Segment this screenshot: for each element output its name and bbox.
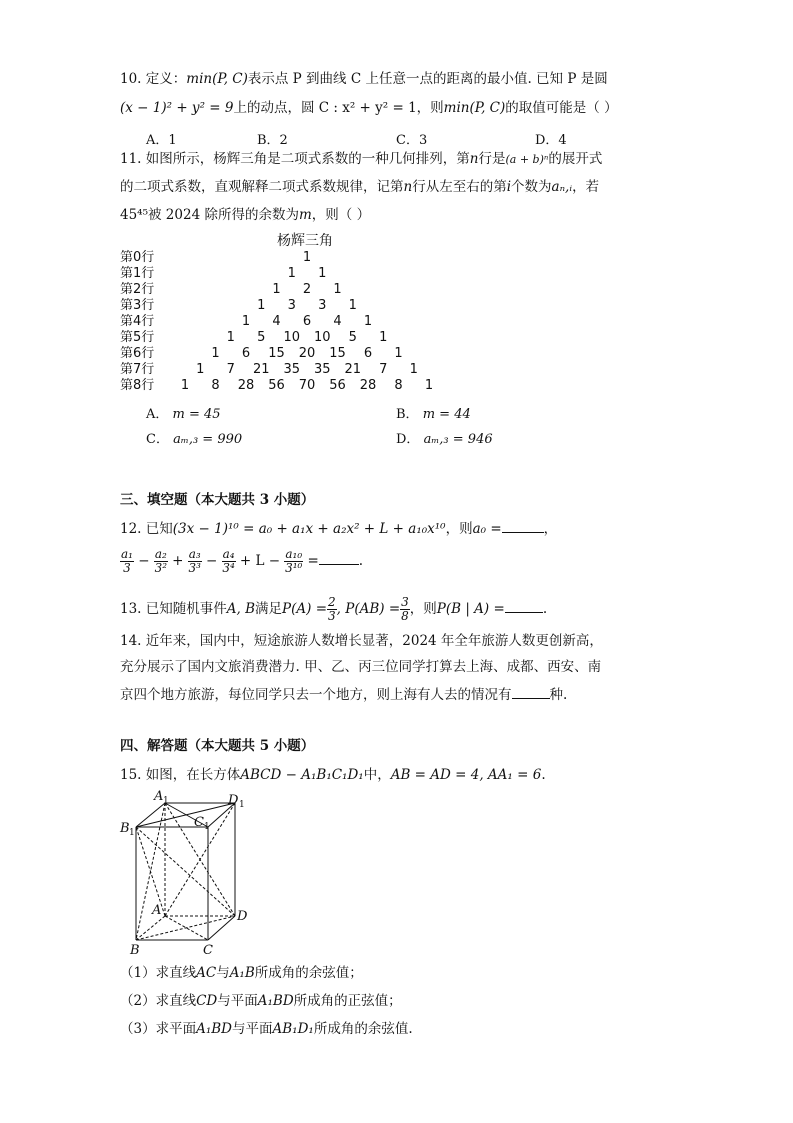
triangle-row-label: 第0行	[120, 250, 155, 265]
q12-frac-1: $\frac{\text{a₁}}{3}$	[121, 547, 133, 575]
label-c1: C	[194, 815, 204, 830]
q11-option-a: A． m = 45	[146, 407, 221, 422]
edge-ab	[136, 916, 165, 940]
triangle-entry: 1	[394, 346, 403, 361]
triangle-entry: 1	[302, 250, 312, 265]
triangle-entry: 4	[333, 314, 342, 329]
label-a1: A	[154, 790, 164, 804]
q14-line1: 14. 近年来，国内中，短途旅游人数增长显著，2024 年全年旅游人数更创新高，	[120, 633, 603, 649]
triangle-title: 杨辉三角	[277, 233, 333, 249]
label-d: D	[237, 909, 248, 924]
q11-option-b: B． m = 44	[396, 407, 471, 422]
q15-stem: 15. 如图，在长方体	[120, 767, 241, 783]
q10-line2	[120, 99, 618, 117]
q12-frac-3: $\frac{\text{a₃}}{\text{3³}}$	[188, 547, 201, 575]
triangle-entry: 56	[268, 378, 285, 393]
q10-stem: 10. 定义：	[120, 71, 187, 87]
q12-stem-b: ，则	[445, 521, 473, 537]
q11-stem-3c: ，则（ ）	[311, 207, 371, 223]
q11-line3	[120, 206, 370, 224]
q11-option-d: D． aₘ,₃ = 946	[396, 432, 493, 447]
q13-blank[interactable]	[505, 598, 543, 613]
triangle-entry: 7	[226, 362, 235, 377]
q12-frac-4: $\frac{\text{a₄}}{\text{3⁴}}$	[222, 547, 235, 575]
cuboid-figure	[118, 790, 258, 962]
triangle-entry: 1	[196, 362, 205, 377]
q12-frac-5: $\frac{\text{a₁₀}}{\text{3¹⁰}}$	[285, 547, 303, 575]
q10-min-notation-2: min(P, C)	[443, 100, 506, 116]
triangle-row-label: 第1行	[120, 266, 155, 281]
triangle-row-label: 第7行	[120, 362, 155, 377]
triangle-entry: 1	[211, 346, 220, 361]
label-d1: D	[228, 793, 239, 808]
q12-line1	[120, 518, 557, 538]
section-4-heading: 四、解答题（本大题共 5 小题）	[120, 738, 315, 754]
q10-option-a: A．1	[146, 133, 177, 148]
triangle-entry: 1	[379, 330, 388, 345]
section-3-heading: 三、填空题（本大题共 3 小题）	[120, 492, 315, 508]
q11-option-c: C． aₘ,₃ = 990	[146, 432, 243, 447]
triangle-entry: 1	[409, 362, 418, 377]
triangle-entry: 2	[302, 282, 312, 297]
label-b: B	[130, 943, 140, 958]
q10-line1	[120, 70, 608, 88]
label-b1: B	[120, 821, 130, 836]
q13-pab: , P(AB) =	[336, 601, 401, 617]
q11-a-ni: aₙ,ᵢ	[551, 179, 573, 195]
q10-stem-cont: 表示点 P 到曲线 C 上任意一点的距离的最小值. 已知 P 是圆	[247, 71, 608, 87]
q13-frac-2: $\frac{3}{8}$	[401, 595, 409, 623]
q11-n-2: n	[403, 179, 413, 195]
triangle-entry: 1	[348, 298, 357, 313]
triangle-entry: 10	[283, 330, 301, 345]
q11-m: m	[298, 207, 312, 223]
q14-line3: 京四个地方旅游，每位同学只去一个地方，则上海有人去的情况有 种.	[120, 684, 567, 704]
triangle-row-label: 第4行	[120, 314, 155, 329]
q14-line2: 充分展示了国内文旅消费潜力. 甲、乙、丙三位同学打算去上海、成都、西安、南	[120, 659, 602, 675]
q11-line1	[120, 150, 602, 169]
triangle-entry: 21	[344, 362, 362, 377]
triangle-entry: 10	[313, 330, 331, 345]
triangle-entry: 6	[302, 314, 312, 329]
q11-i: i	[506, 179, 512, 195]
q15-part-2: （2）求直线CD与平面A₁BD所成角的正弦值；	[120, 993, 402, 1009]
q11-line2	[120, 178, 599, 196]
q11-stem-3b: 被 2024 除所得的余数为	[148, 207, 299, 223]
q11-stem-c: 的展开式	[548, 151, 603, 167]
triangle-row-label: 第6行	[120, 346, 155, 361]
q13-pba: P(B | A) =	[436, 601, 505, 617]
q11-n: n	[469, 151, 479, 167]
q14-blank[interactable]	[512, 684, 550, 699]
triangle-entry: 35	[313, 362, 331, 377]
triangle-entry: 15	[268, 346, 285, 361]
triangle-entry: 4	[272, 314, 281, 329]
q11-stem-2d: ，若	[572, 179, 600, 195]
triangle-entry: 28	[359, 378, 377, 393]
triangle-entry: 6	[241, 346, 251, 361]
svg-text:1: 1	[204, 822, 210, 832]
triangle-entry: 1	[257, 298, 266, 313]
q13-ab: A, B	[226, 601, 256, 617]
triangle-entry: 5	[257, 330, 266, 345]
q10-option-c: C．3	[396, 133, 428, 148]
triangle-entry: 6	[363, 346, 373, 361]
q15-part-3: （3）求平面A₁BD与平面AB₁D₁所成角的余弦值.	[120, 1021, 413, 1037]
triangle-entry: 3	[287, 298, 296, 313]
q12-equation: (3x − 1)¹⁰ = a₀ + a₁x + a₂x² + L + a₁₀x¹⁰	[172, 521, 446, 537]
triangle-entry: 5	[348, 330, 357, 345]
triangle-entry: 1	[333, 282, 342, 297]
q11-stem: 11. 如图所示，杨辉三角是二项式系数的一种几何排列，第	[120, 151, 470, 167]
q13-pa: P(A) =	[282, 601, 328, 617]
svg-text:1: 1	[163, 796, 169, 806]
triangle-entry: 1	[424, 378, 434, 393]
svg-text:1: 1	[129, 828, 135, 838]
q11-stem-2a: 的二项式系数，直观解释二项式系数规律，记第	[120, 179, 404, 195]
label-c: C	[203, 943, 213, 958]
triangle-entry: 7	[379, 362, 388, 377]
q11-stem-2b: 行从左至右的第	[412, 179, 507, 195]
triangle-row-label: 第5行	[120, 330, 155, 345]
triangle-entry: 1	[226, 330, 235, 345]
triangle-entry: 15	[329, 346, 346, 361]
q10-option-d: D．4	[535, 133, 567, 148]
triangle-entry: 56	[329, 378, 346, 393]
triangle-entry: 1	[287, 266, 296, 281]
triangle-entry: 1	[241, 314, 251, 329]
q12-comma: ，	[543, 521, 558, 537]
triangle-entry: 1	[363, 314, 373, 329]
q13-stem-c: ，则	[409, 601, 437, 617]
triangle-entry: 35	[283, 362, 301, 377]
q15-stem-b: 中，	[363, 767, 391, 783]
q12-blank-2[interactable]	[319, 550, 359, 565]
triangle-row-label: 第3行	[120, 298, 155, 313]
triangle-entry: 1	[318, 266, 327, 281]
triangle-row-label: 第2行	[120, 282, 155, 297]
triangle-entry: 1	[180, 378, 190, 393]
q12-blank-1[interactable]	[502, 518, 544, 533]
q13-line1: 13. 已知随机事件A, B满足P(A) = $\frac{2}{3}$ , P(AB) = $\frac{3}{8}$ ，则P(B | A) = .	[120, 595, 548, 623]
q15-line1: 15. 如图，在长方体ABCD − A₁B₁C₁D₁中，AB = AD = 4, AA₁ = 6.	[120, 767, 546, 783]
diag-bd	[136, 916, 235, 940]
q13-stem-b: 满足	[255, 601, 283, 617]
triangle-entry: 20	[298, 346, 316, 361]
triangle-entry: 8	[394, 378, 403, 393]
q10-question: 的取值可能是（ ）	[505, 100, 618, 116]
q15-box: ABCD − A₁B₁C₁D₁	[240, 767, 364, 783]
q10-min-notation: min(P, C)	[186, 71, 248, 87]
triangle-entry: 70	[298, 378, 316, 393]
q11-binomial: (a + b)ⁿ	[505, 153, 549, 166]
triangle-entry: 8	[211, 378, 220, 393]
q11-stem-b: 行是	[478, 151, 506, 167]
q15-part-1: （1）求直线AC与A₁B所成角的余弦值；	[120, 965, 363, 981]
q13-frac-1: $\frac{2}{3}$	[328, 595, 336, 623]
q11-stem-2c: 个数为	[511, 179, 552, 195]
q15-dims: AB = AD = 4, AA₁ = 6	[390, 767, 542, 783]
triangle-entry: 21	[252, 362, 270, 377]
q11-power: 45⁴⁵	[120, 207, 149, 223]
q13-stem: 13. 已知随机事件	[120, 601, 227, 617]
q10-option-b: B．2	[257, 133, 288, 148]
triangle-entry: 3	[318, 298, 327, 313]
svg-text:1: 1	[239, 800, 245, 810]
q12-stem: 12. 已知	[120, 521, 173, 537]
q12-a0: a₀ =	[472, 521, 502, 537]
triangle-entry: 28	[237, 378, 255, 393]
label-a: A	[152, 903, 162, 918]
q12-line2: $\frac{\text{a₁}}{3}$ − $\frac{\text{a₂}}{\text{3²}}$ + $\frac{\text{a₃}}{\text{3³}}$ − $\frac{\text{a₄}}{\text{3⁴}}$ + L − $\frac{\text{a₁₀}}{\text{3¹⁰}}$ = .	[121, 547, 364, 575]
triangle-entry: 1	[272, 282, 281, 297]
q10-circle-eq: (x − 1)² + y² = 9	[120, 100, 234, 116]
q12-frac-2: $\frac{\text{a₂}}{\text{3²}}$	[154, 547, 168, 575]
triangle-row-label: 第8行	[120, 378, 155, 393]
q10-stem-cont2: 上的动点，圆 C : x² + y² = 1，则	[233, 100, 444, 116]
